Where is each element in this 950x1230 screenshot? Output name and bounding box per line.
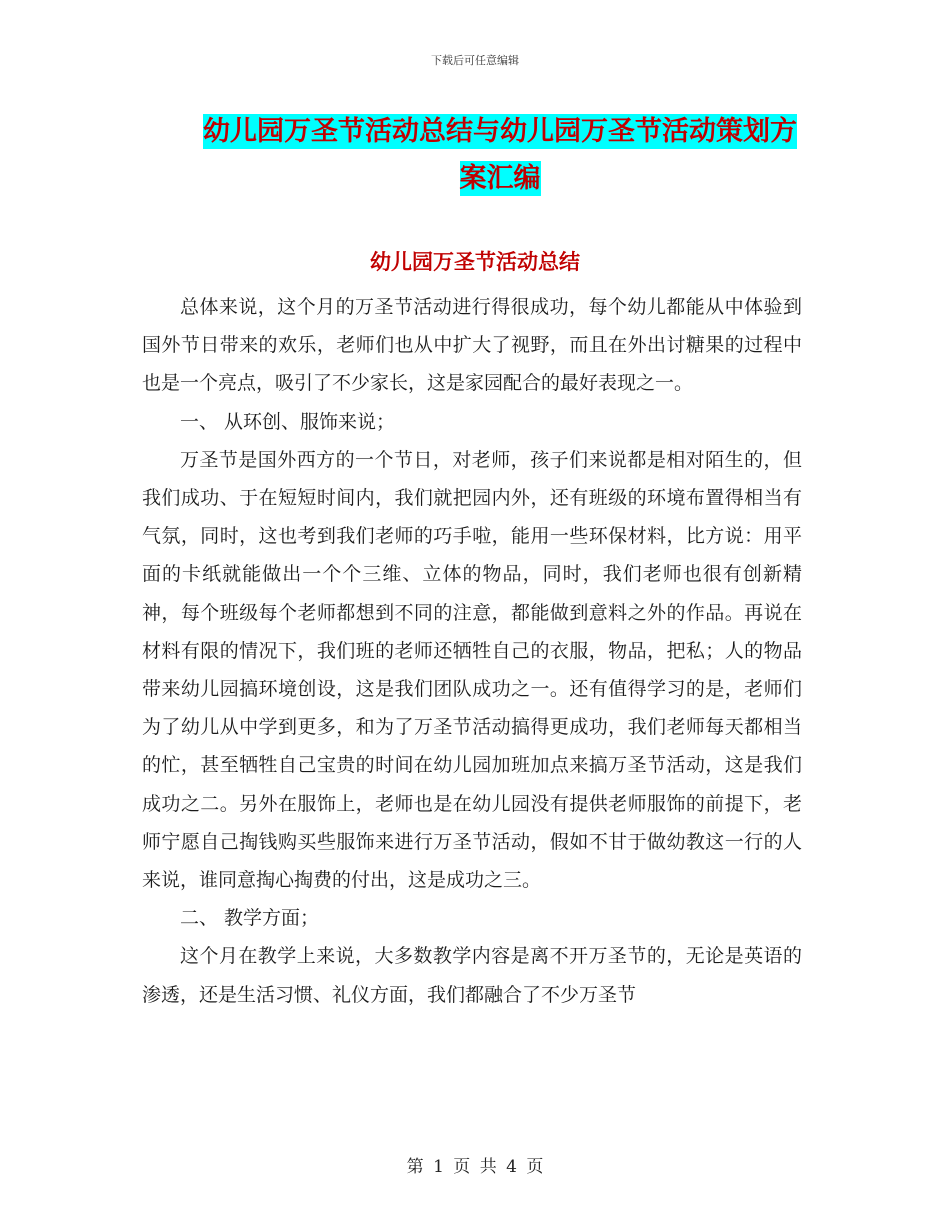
document-title [190,108,810,202]
paragraph-environment: 万圣节是国外西方的一个节日，对老师，孩子们来说都是相对陌生的，但我们成功、于在短短时间内，我们就把园内外，还有班级的环境布置得相当有气氛，同时，这也考到我们老师的巧手啦，能用一些环保材料，比方说：用平面的卡纸就能做出一个个三维、立体的物品，同时，我们老师也很有创新精神，每个班级每个老师都想到不同的注意，都能做到意料之外的作品。再说在材料有限的情况下，我们班的老师还牺牲自己的衣服，物品，把私；人的物品带来幼儿园搞环境创设，这是我们团队成功之一。还有值得学习的是，老师们为了幼儿从中学到更多，和为了万圣节活动搞得更成功，我们老师每天都相当的忙，甚至牺牲自己宝贵的时间在幼儿园加班加点来搞万圣节活动，这是我们成功之二。另外在服饰上，老师也是在幼儿园没有提供老师服饰的前提下，老师宁愿自己掏钱购买些服饰来进行万圣节活动，假如不甘于做幼教这一行的人来说，谁同意掏心掏费的付出，这是成功之三。 [142,448,802,892]
header-note: 下载后可任意编辑 [431,54,519,67]
paragraph-teaching: 这个月在教学上来说，大多数教学内容是离不开万圣节的，无论是英语的渗透，还是生活习惯、礼仪方面，我们都融合了不少万圣节 [142,945,802,1006]
document-body [142,288,802,1014]
section-title: 幼儿园万圣节活动总结 [370,249,580,274]
paragraph-heading-2: 二、 教学方面； [180,907,320,930]
document-title-text: 幼儿园万圣节活动总结与幼儿园万圣节活动策划方案汇编 [203,116,797,194]
paragraph-heading-1: 一、 从环创、服饰来说； [180,410,396,433]
page-footer: 第 1 页 共 4 页 [406,1157,544,1177]
paragraph-intro: 总体来说，这个月的万圣节活动进行得很成功，每个幼儿都能从中体验到国外节日带来的欢乐，老师们也从中扩大了视野，而且在外出讨糖果的过程中也是一个亮点，吸引了不少家长，这是家园配合的最好表现之一。 [142,296,802,395]
